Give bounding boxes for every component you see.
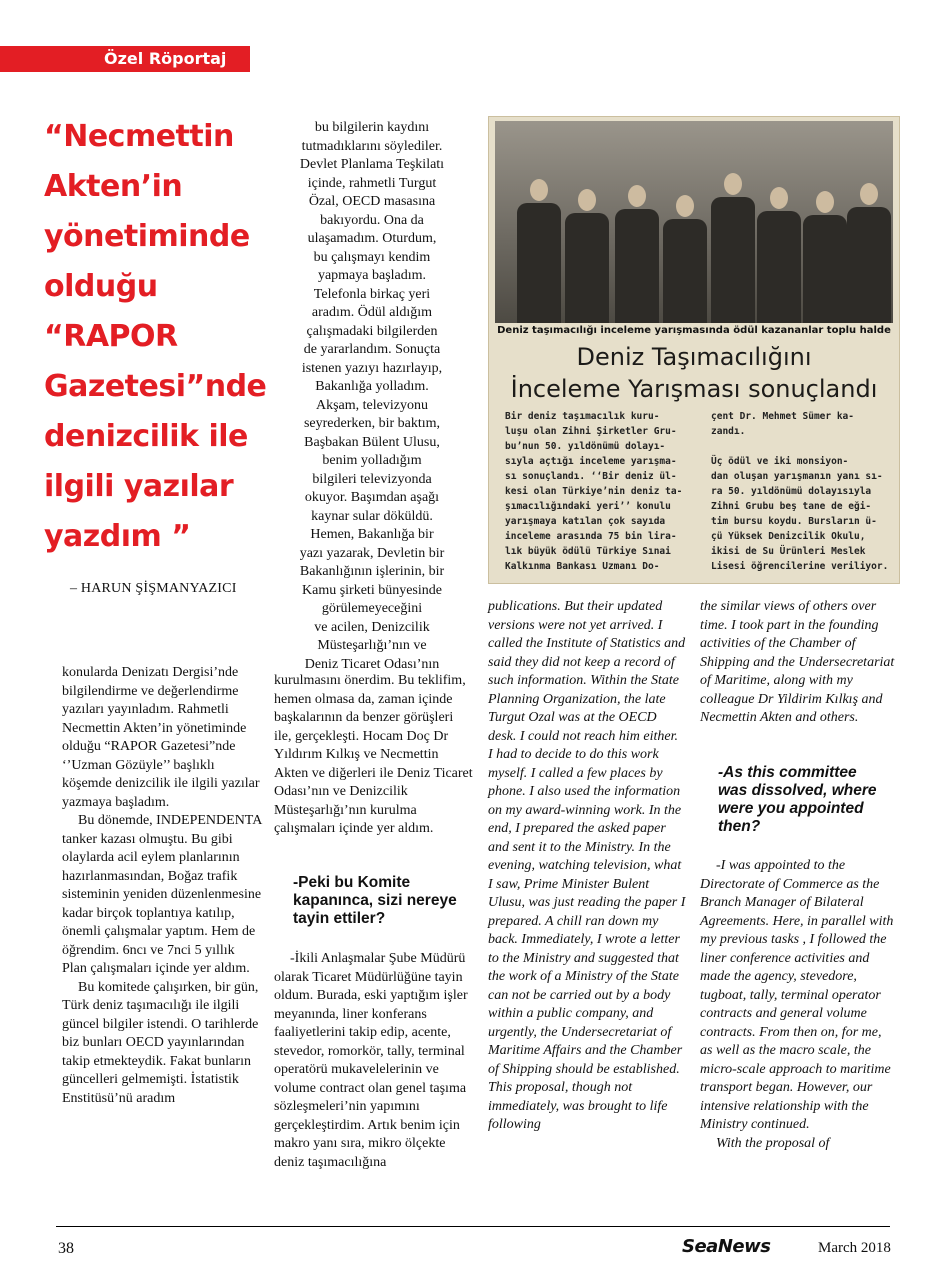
newspaper-clipping (488, 116, 900, 584)
text-line: ulaşamadım. Oturdum, (307, 231, 437, 246)
text-line: tutmadıklarını söylediler. (301, 138, 443, 154)
text-line: Kamu şirketi bünyesinde (302, 582, 442, 598)
text-line: Devlet Planlama Teşkilatı (299, 157, 445, 172)
clipping-line: Kalkınma Bankası Uzmanı Do- (505, 561, 660, 572)
pull-quote-line: “Necmettin (44, 119, 234, 154)
paragraph: -I was appointed to the Directorate of Commerce as the Branch Manager of Bilateral Agreements. Here, in parallel with my previous tasks , I followed the liner conference activities and made the agency, stevedore, tugboat, tally, terminal operator contracts and general volume contracts. From then on, for me, as well as the macro scale, the micro-scale approach to maritime transport began. However, our intensive relationship with the Ministry continued. (700, 858, 894, 1132)
column-turkish-2-top (272, 119, 472, 674)
page-number: 38 (58, 1240, 74, 1257)
paragraph: Bu dönemde, INDEPENDENTA tanker kazası olmuştu. Bu gibi olaylarda acil eylem planlarının hazırlanmasından, Boğaz trafik sisteminin yeniden düzenlenmesine kadar birçok toplantıya katılıp, önemli çalışmalar yaptım. Hem de öğrendim. 6ncı ve 7nci 5 yıllık Plan çalışmaları içinde yer aldım. (62, 813, 262, 976)
clipping-line: inceleme arasında 75 bin lira- (505, 531, 677, 542)
text-line: de yararlandım. Sonuçta (303, 342, 441, 357)
text-line: bilgileri televizyonda (312, 471, 432, 487)
clipping-line: luşu olan Zihni Şirketler Gru- (505, 426, 677, 437)
column-turkish-1 (62, 664, 262, 1108)
interview-question: -Peki bu Komite kapanınca, sizi nereye tayin ettiler? (293, 874, 457, 927)
column-turkish-2-answer (274, 950, 474, 1172)
footer-rule (56, 1226, 890, 1227)
text-line: bu çalışmayı kendim (313, 249, 431, 265)
pull-quote-line: denizcilik ile (44, 419, 248, 454)
clipping-photo-caption: Deniz taşımacılığı inceleme yarışmasında ödül kazananlar toplu halde (495, 323, 893, 339)
person-figure (847, 183, 891, 331)
text-line: görülemeyeceğini (321, 601, 423, 616)
clipping-line: tim bursu koydu. Bursların ü- (711, 516, 877, 527)
person-figure (517, 179, 561, 331)
clipping-line: çü Yüksek Denizcilik Okulu, (711, 531, 866, 542)
text-line: seyrederken, bir baktım, (303, 416, 441, 431)
clipping-line: ra 50. yıldönümü dolayısıyla (711, 486, 872, 497)
text-line: bu bilgilerin kaydını (314, 120, 430, 135)
clipping-line: sı sonuçlandı. ‘‘Bir deniz ül- (505, 471, 677, 482)
person-figure (615, 185, 659, 331)
person-figure (663, 195, 707, 331)
text-line: çalışmadaki bilgilerden (306, 323, 438, 339)
clipping-line: dan oluşan yarışmanın yanı sı- (711, 471, 883, 482)
pull-quote-line: “RAPOR (44, 319, 178, 354)
text-line: Bakanlığa yolladım. (315, 379, 429, 394)
clipping-line: kesi olan Türkiye’nin deniz ta- (505, 486, 683, 497)
clipping-line: bu’nun 50. yıldönümü dolayı- (505, 441, 666, 452)
text-line: kaynar sular döküldü. (311, 508, 433, 524)
text-line: okuyor. Başımdan aşağı (304, 490, 440, 505)
pull-quote (44, 112, 292, 562)
text-line: Başbakan Bülent Ulusu, (304, 434, 440, 450)
text-line: aradım. Ödül aldığım (311, 305, 433, 320)
person-figure (711, 173, 755, 331)
clipping-line: çent Dr. Mehmet Sümer ka- (711, 411, 854, 422)
text-line: Hemen, Bakanlığa bir (310, 527, 434, 542)
text-line: Deniz Ticaret Odası’nın (304, 656, 440, 672)
text-line: Bakanlığının işlerinin, bir (299, 564, 445, 579)
clipping-line: Lisesi öğrencilerine veriliyor. (711, 561, 889, 572)
clipping-line: şımacılığındaki yeri’’ konulu (505, 501, 671, 512)
pull-quote-line: Gazetesi”nde (44, 369, 267, 404)
quote-author: – HARUN ŞİŞMANYAZICI (70, 581, 237, 596)
clipping-body-left (505, 409, 691, 574)
paragraph: the similar views of others over time. I took part in the founding activities of the Chamber of Shipping and the Undersecretariat of Maritime, along with my colleague Dr Yildirim Kılkış and Necmettin Akten and others. (700, 599, 895, 725)
magazine-logo: SeaNews (682, 1236, 771, 1257)
clipping-line: Zihni Grubu beş tane de eği- (711, 501, 872, 512)
clipping-line: Bir deniz taşımacılık kuru- (505, 411, 660, 422)
award-group-photo (495, 121, 893, 331)
text-line: Telefonla birkaç yeri (313, 286, 431, 302)
clipping-line: zandı. (711, 426, 746, 437)
person-figure (803, 191, 847, 331)
column-english-1 (488, 598, 686, 1135)
pull-quote-line: olduğu (44, 269, 158, 304)
text-line: ve acilen, Denizcilik (314, 619, 430, 635)
text-line: yapmaya başladım. (317, 268, 427, 283)
paragraph: konularda Denizatı Dergisi’nde bilgilendirme ve değerlendirme yazıları yayınladım. Rahmetli Necmettin Akten’in yönetiminde olduğu “RAPOR Gazetesi”nde ‘’Uzman Gözüyle’’ başlıklı köşemde denizcilik ile ilgili yazılar yazmaya başladım. (62, 665, 260, 810)
clipping-line: lık büyük ödülü Türkiye Sınai (505, 546, 671, 557)
column-turkish-2-bottom (274, 672, 474, 839)
clipping-line: Üç ödül ve iki monsiyon- (711, 456, 849, 467)
text-line: içinde, rahmetli Turgut (307, 175, 437, 191)
clipping-headline-line: İnceleme Yarışması sonuçlandı (510, 375, 878, 403)
paragraph: With the proposal of (716, 1135, 830, 1151)
paragraph: Bu komitede çalışırken, bir gün, Türk deniz taşımacılığı ile ilgili güncel bilgiler istendi. O tarihlerde biz bunları OECD yayınlarından takip etmekteydik. Fakat bunların güncelleri gelmemişti. İstatistik Enstitüsü’nü aradım (62, 979, 259, 1106)
paragraph: publications. But their updated versions were not yet arrived. I called the Institute of Statistics and said they did not keep a record of such information. Within the State Planning Organization, the late Turgut Ozal was at the OECD desk. I could not reach him either. I had to decide to do this work myself. I called a few places by phone. I also used the information on my award-winning work. In the end, I prepared the asked paper and sent it to the Ministry. In the evening, watching television, what I saw, Prime Minister Bulent Ulusu, was just reading the paper I prepared. A chill ran down my back. Immediately, I wrote a letter to the Ministry and suggested that the work of a Ministry of the State can not be carried out by a body within a public company, and urgently, the Undersecretariat of Maritime Affairs and the Chamber of Shipping should be established. This proposal, though not immediately, was brought to life following (488, 599, 686, 1132)
interview-question: -As this committee was dissolved, where were you appointed then? (718, 764, 877, 835)
clipping-line: ikisi de Su Ürünleri Meslek (711, 546, 866, 557)
pull-quote-line: ilgili yazılar (44, 469, 234, 504)
column-english-2 (700, 598, 896, 728)
clipping-headline (495, 341, 893, 405)
person-figure (757, 187, 801, 331)
text-line: benim yolladığım (322, 453, 422, 468)
clipping-body-right (711, 409, 897, 574)
person-figure (565, 189, 609, 331)
paragraph: kurulmasını önerdim. Bu teklifim, hemen olmasa da, zaman içinde başkalarının da benzer görüşleri ile, gerçekleşti. Hocam Doç Dr Yıldırım Kılkış ve Necmettin Akten ve diğerleri ile Deniz Ticaret Odası’nın ve Denizcilik Müsteşarlığı’nın kurulma çalışmaları içinde yer aldım. (274, 673, 473, 836)
clipping-line (711, 439, 897, 454)
pull-quote-line: yönetiminde (44, 219, 250, 254)
section-tab: Özel Röportaj (0, 46, 250, 72)
text-line: istenen yazıyı hazırlayıp, (301, 360, 443, 376)
text-line: bakıyordu. Ona da (320, 212, 424, 228)
text-line: Müsteşarlığı’nın ve (317, 638, 427, 653)
text-line: Akşam, televizyonu (316, 397, 428, 413)
clipping-headline-line: Deniz Taşımacılığını (576, 343, 812, 371)
issue-date: March 2018 (818, 1240, 891, 1256)
text-line: Özal, OECD masasına (308, 194, 436, 209)
paragraph: -İkili Anlaşmalar Şube Müdürü olarak Ticaret Müdürlüğüne tayin oldum. Burada, eski yaptığım işler meyanında, liner konferans faaliyetlerini takip edip, acente, stevedor, romorkör, tally, terminal operatörü mukavelelerinin ve volume contract olan genel taşıma sözleşmeleri’nin yapımını gerçekleştirdim. Artık benim için makro yanı sıra, mikro ölçekte deniz taşımacılığına (274, 951, 468, 1170)
clipping-line: yarışmaya katılan çok sayıda (505, 516, 666, 527)
clipping-line: sıyla açtığı inceleme yarışma- (505, 456, 677, 467)
pull-quote-line: Akten’in (44, 169, 183, 204)
text-line: yazı yazarak, Devletin bir (299, 545, 445, 561)
pull-quote-line: yazdım ” (44, 519, 191, 554)
column-english-2-answer (700, 857, 896, 1153)
